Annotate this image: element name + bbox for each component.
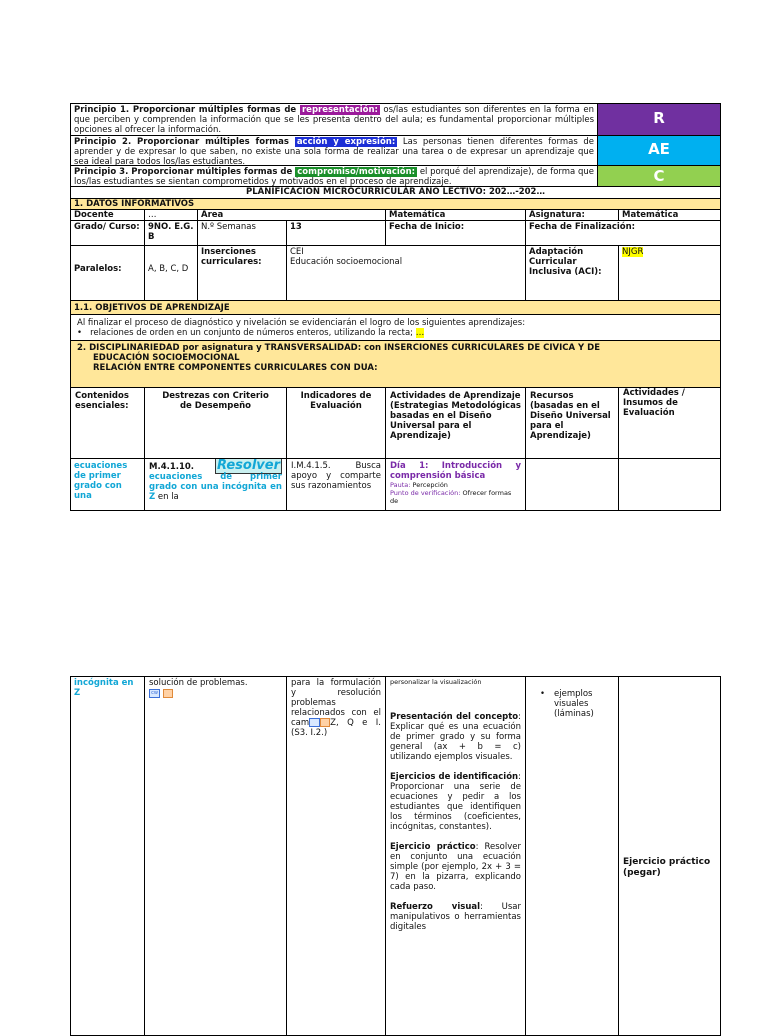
fecha-inicio-label: [385, 220, 526, 246]
grado-value-text: 9NO. E.G. B: [148, 222, 194, 242]
col-contenidos-text: Contenidos esenciales:: [75, 391, 129, 411]
col-actividades: [385, 387, 526, 459]
row1-contenido: [70, 458, 145, 511]
aci-label-text: Adaptación Curricular Inclusiva (ACI):: [529, 247, 602, 277]
asignatura-label-text: Asignatura:: [529, 210, 585, 220]
ejercicios-block: [390, 772, 521, 832]
insercion-cei: CEI: [290, 247, 304, 257]
paralelos-label: [70, 245, 145, 301]
presentacion-label: Presentación del concepto: [390, 712, 519, 722]
principle-1-highlight: representación:: [301, 105, 378, 115]
objetivos-intro: Al finalizar el proceso de diagnóstico y nivelación se evidenciarán el logro de los siguientes aprendizajes:: [77, 318, 526, 328]
row1-evaluacion: [618, 458, 721, 511]
destreza-tail: en la: [157, 492, 179, 502]
ejercicios-text: : Proporcionar una serie de ecuaciones y pedir a los estudiantes que identifiquen los términos (coeficientes, incógnitas, constantes).: [390, 772, 521, 832]
col-evaluacion-text: Actividades / Insumos de Evaluación: [623, 388, 685, 418]
area-label-text: Área: [201, 210, 224, 220]
badge-icon: [163, 689, 173, 698]
row1-contenido-text: ecuaciones de primer grado con una: [74, 461, 128, 501]
principle-3: [70, 165, 598, 187]
objetivos-bullet-mark: …: [415, 328, 425, 338]
refuerzo-block: [390, 902, 521, 932]
aci-label: [525, 245, 619, 301]
col-recursos: [525, 387, 619, 459]
badge-inline-icon: [320, 718, 330, 727]
paralelos-label-text: Paralelos:: [74, 264, 122, 274]
principle-3-lead: Principio 3. Proporcionar múltiples formas de: [74, 167, 296, 177]
principle-1-lead: Principio 1. Proporcionar múltiples formas de: [74, 105, 300, 115]
principle-2-highlight: acción y expresión:: [296, 137, 396, 147]
badge-r: [597, 103, 721, 136]
section-disciplinariedad: [70, 340, 721, 388]
principle-1: [70, 103, 598, 136]
row1-actividad: [385, 458, 526, 511]
bullet-icon: •: [540, 689, 546, 699]
destreza-verb: Resolver: [216, 458, 280, 473]
objetivos-bullet: • relaciones de orden en un conjunto de números enteros, utilizando la recta; …: [77, 328, 425, 338]
pauta-label: Pauta:: [390, 481, 411, 489]
section2-line3: RELACIÓN ENTRE COMPONENTES CURRICULARES CON DUA:: [93, 363, 378, 373]
badge-ae: [597, 135, 721, 166]
row1-indicador: [286, 458, 386, 511]
col-destrezas: [144, 387, 287, 459]
practico-label: Ejercicio práctico: [390, 842, 476, 852]
p2-evaluacion-text: Ejercicio práctico (pegar): [623, 857, 711, 878]
table-bottom-rule: [70, 510, 721, 511]
grado-value: [144, 220, 198, 246]
badge-c-label: C: [653, 167, 665, 185]
principle-2: [70, 135, 598, 166]
p2-contenido: [70, 676, 145, 1036]
badge-r-label: R: [653, 109, 665, 127]
punto-value: Ofrecer formas de: [390, 489, 512, 505]
recurso-item: [540, 689, 614, 719]
badge-c: [597, 165, 721, 187]
refuerzo-text: : Usar manipulativos o herramientas digitales: [390, 902, 521, 932]
semanas-label-text: N.º Semanas: [201, 222, 256, 232]
col-contenidos: [70, 387, 145, 459]
p2-destreza-text: solución de problemas.: [149, 678, 248, 688]
p2-act-top: personalizar la visualización: [390, 678, 482, 686]
refuerzo-label: Refuerzo visual: [390, 902, 481, 912]
grado-label-text: Grado/ Curso:: [74, 222, 140, 232]
principle-1-text: os/las estudiantes son diferentes en la forma en que perciben y comprenden la información que se les presenta dentro del aula; es fundamental proporcionar múltiples opciones al ofrecer la información.: [74, 105, 595, 135]
inserciones-label: [197, 245, 287, 301]
semanas-value: [286, 220, 386, 246]
aci-value-text: NJGR: [622, 247, 644, 257]
practico-text: : Resolver en conjunto una ecuación simple (por ejemplo, 2x + 3 = 7) en la pizarra, explicando cada paso.: [390, 842, 521, 892]
destreza-rest: ecuaciones de primer grado con una incógnita en Z: [149, 472, 282, 502]
p2-indicador-text: para la formulación y resolución problemas relacionados con el cam: [291, 678, 381, 728]
p2-evaluacion: [618, 676, 721, 1036]
punto-label: Punto de verificación:: [390, 489, 461, 497]
pauta-value: Percepción: [412, 481, 448, 489]
section2-line2: EDUCACIÓN SOCIOEMOCIONAL: [93, 353, 240, 363]
inserciones-value: [286, 245, 526, 301]
p2-contenido-text: incógnita en Z: [74, 678, 134, 698]
p2-actividades: [385, 676, 526, 1036]
practico-block: [390, 842, 521, 892]
grado-label: [70, 220, 145, 246]
col-recursos-text: Recursos (basadas en el Diseño Universal para el Aprendizaje): [530, 391, 611, 441]
semanas-label: [197, 220, 287, 246]
objetivos-bullet-text: relaciones de orden en un conjunto de números enteros, utilizando la recta;: [90, 328, 416, 338]
p2-destreza: [144, 676, 287, 1036]
recurso-item-text: ejemplos visuales (láminas): [554, 689, 594, 719]
p2-recursos: [525, 676, 619, 1036]
plan-title-text: PLANIFICACIÓN MICROCURRICULAR AÑO LECTIVO: 202…-202…: [246, 187, 545, 197]
principle-2-text: Las personas tienen diferentes formas de aprender y de expresar lo que saben, no existe una sola forma de realizar una tarea o de expresar un aprendizaje que sea ideal para todos los/las estudiantes.: [74, 137, 594, 166]
section-objetivos: [70, 300, 721, 315]
presentacion-block: [390, 712, 521, 762]
principle-3-highlight: compromiso/motivación:: [297, 167, 416, 177]
docente-value-text: …: [148, 210, 157, 220]
col-actividades-text: Actividades de Aprendizaje (Estrategias Metodológicas basadas en el Diseño Universal para el Aprendizaje): [390, 391, 521, 441]
docente-label-text: Docente: [74, 210, 114, 220]
fecha-fin-label: [525, 220, 721, 246]
semanas-value-text: 13: [290, 222, 302, 232]
col-indicadores-text: Indicadores de Evaluación: [300, 391, 372, 411]
ejercicios-label: Ejercicios de identificación: [390, 772, 519, 782]
badge-ae-label: AE: [648, 140, 670, 158]
col-destrezas-text: Destrezas con Criterio de Desempeño: [162, 391, 269, 411]
paralelos-value: [144, 245, 198, 301]
row1-indicador-text: I.M.4.1.5. Busca apoyo y comparte sus razonamientos: [291, 461, 381, 491]
inserciones-label-text: Inserciones curriculares:: [201, 247, 262, 267]
asignatura-value-text: Matemática: [622, 210, 679, 220]
row1-recursos: [525, 458, 619, 511]
p2-indicador-tail: Z, Q e I. (S3. I.2.): [291, 718, 381, 738]
col-evaluacion: [618, 387, 721, 459]
cw-icon: cw: [149, 689, 160, 698]
section-datos-title: 1. DATOS INFORMATIVOS: [74, 199, 195, 209]
row1-destreza: [144, 458, 287, 511]
fecha-inicio-label-text: Fecha de Inicio:: [389, 222, 465, 232]
cw-inline-icon: [309, 718, 320, 727]
objetivos-body: [70, 314, 721, 341]
section2-line1: 2. DISCIPLINARIEDAD por asignatura y TRANSVERSALIDAD: con INSERCIONES CURRICULARES DE CIVICA Y DE: [77, 343, 601, 353]
paralelos-value-text: A, B, C, D: [148, 264, 189, 274]
destreza-code: M.4.1.10.: [149, 462, 195, 472]
actividad-title: Día 1: Introducción y comprensión básica: [390, 461, 521, 481]
area-value-text: Matemática: [389, 210, 446, 220]
presentacion-text: : Explicar qué es una ecuación de primer grado y su forma general (ax + b = c) utilizando ejemplos visuales.: [390, 712, 521, 762]
p2-destreza-icons: [149, 689, 282, 699]
principle-3-text: el porqué del aprendizaje), de forma que los/las estudiantes se sientan comprometidos y motivados en el proceso de aprendizaje.: [74, 167, 594, 187]
section-objetivos-title: 1.1. OBJETIVOS DE APRENDIZAJE: [74, 303, 230, 313]
aci-value: [618, 245, 721, 301]
principle-2-lead: Principio 2. Proporcionar múltiples formas: [74, 137, 295, 147]
fecha-fin-label-text: Fecha de Finalización:: [529, 222, 636, 232]
p2-indicador: [286, 676, 386, 1036]
col-indicadores: [286, 387, 386, 459]
insercion-socioemocional: Educación socioemocional: [290, 257, 403, 267]
